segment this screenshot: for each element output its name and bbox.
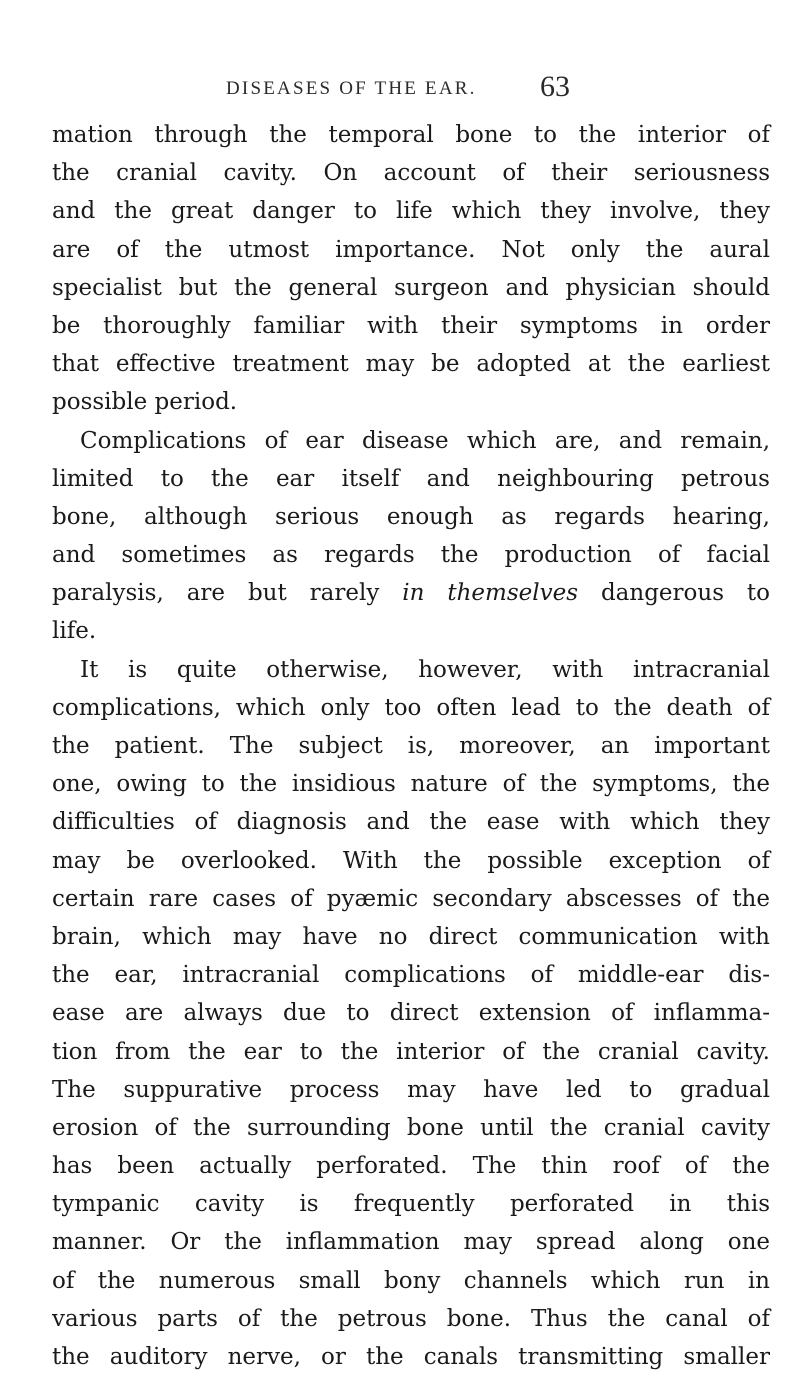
text-run: paralysis, are but rarely [52, 580, 380, 607]
text-line: complications, which only too often lead to the death of [52, 694, 770, 721]
running-title: DISEASES OF THE EAR. [226, 78, 477, 99]
text-line: difficulties of diagnosis and the ease with which they [52, 809, 770, 836]
text-run: dangerous to [600, 580, 771, 607]
page-number: 63 [540, 70, 570, 103]
text-line: and sometimes as regards the production of facial [52, 542, 770, 569]
text-line: certain rare cases of pyæmic secondary abscesses of the [52, 885, 770, 912]
text-line: are of the utmost importance. Not only the aural [52, 236, 770, 263]
text-line: limited to the ear itself and neighbouring petrous [52, 465, 770, 492]
text-line: erosion of the surrounding bone until the cranial cavity [52, 1114, 770, 1141]
text-line: The suppurative process may have led to gradual [52, 1076, 770, 1103]
text-line: ease are always due to direct extension of inflamma- [52, 1000, 770, 1027]
text-line: the patient. The subject is, moreover, an important [52, 733, 770, 759]
text-line: the ear, intracranial complications of middle-ear dis- [52, 962, 770, 989]
text-line: tion from the ear to the interior of the cranial cavity. [52, 1038, 770, 1065]
text-line: the auditory nerve, or the canals transmitting smaller [52, 1344, 770, 1370]
text-line: various parts of the petrous bone. Thus the canal of [52, 1305, 770, 1332]
text-line: It is quite otherwise, however, with intracranial [80, 656, 770, 683]
text-line: brain, which may have no direct communication with [52, 923, 770, 950]
body-text [52, 116, 770, 1376]
text-line: specialist but the general surgeon and physician should [52, 274, 770, 301]
text-line: that effective treatment may be adopted at the earliest [52, 351, 770, 378]
text-line: and the great danger to life which they involve, they [52, 198, 770, 225]
text-line: mation through the temporal bone to the interior of [52, 122, 770, 148]
text-line: tympanic cavity is frequently perforated in this [52, 1191, 770, 1218]
page-header [0, 70, 800, 106]
text-line: has been actually perforated. The thin roof of the [52, 1153, 770, 1180]
text-line: be thoroughly familiar with their symptoms in order [52, 312, 770, 339]
text-line: one, owing to the insidious nature of the symptoms, the [52, 771, 770, 798]
text-line-mixed [52, 574, 770, 612]
text-line: life. [52, 618, 97, 645]
emphasis-text: in themselves [402, 580, 579, 607]
text-line: Complications of ear disease which are, and remain, [80, 427, 770, 454]
text-line: possible period. [52, 389, 238, 416]
text-line: manner. Or the inflammation may spread along one [52, 1229, 770, 1256]
text-line: may be overlooked. With the possible exception of [52, 847, 770, 874]
text-line: the cranial cavity. On account of their seriousness [52, 160, 770, 187]
text-line: bone, although serious enough as regards hearing, [52, 503, 770, 530]
text-line: of the numerous small bony channels which run in [52, 1267, 770, 1294]
